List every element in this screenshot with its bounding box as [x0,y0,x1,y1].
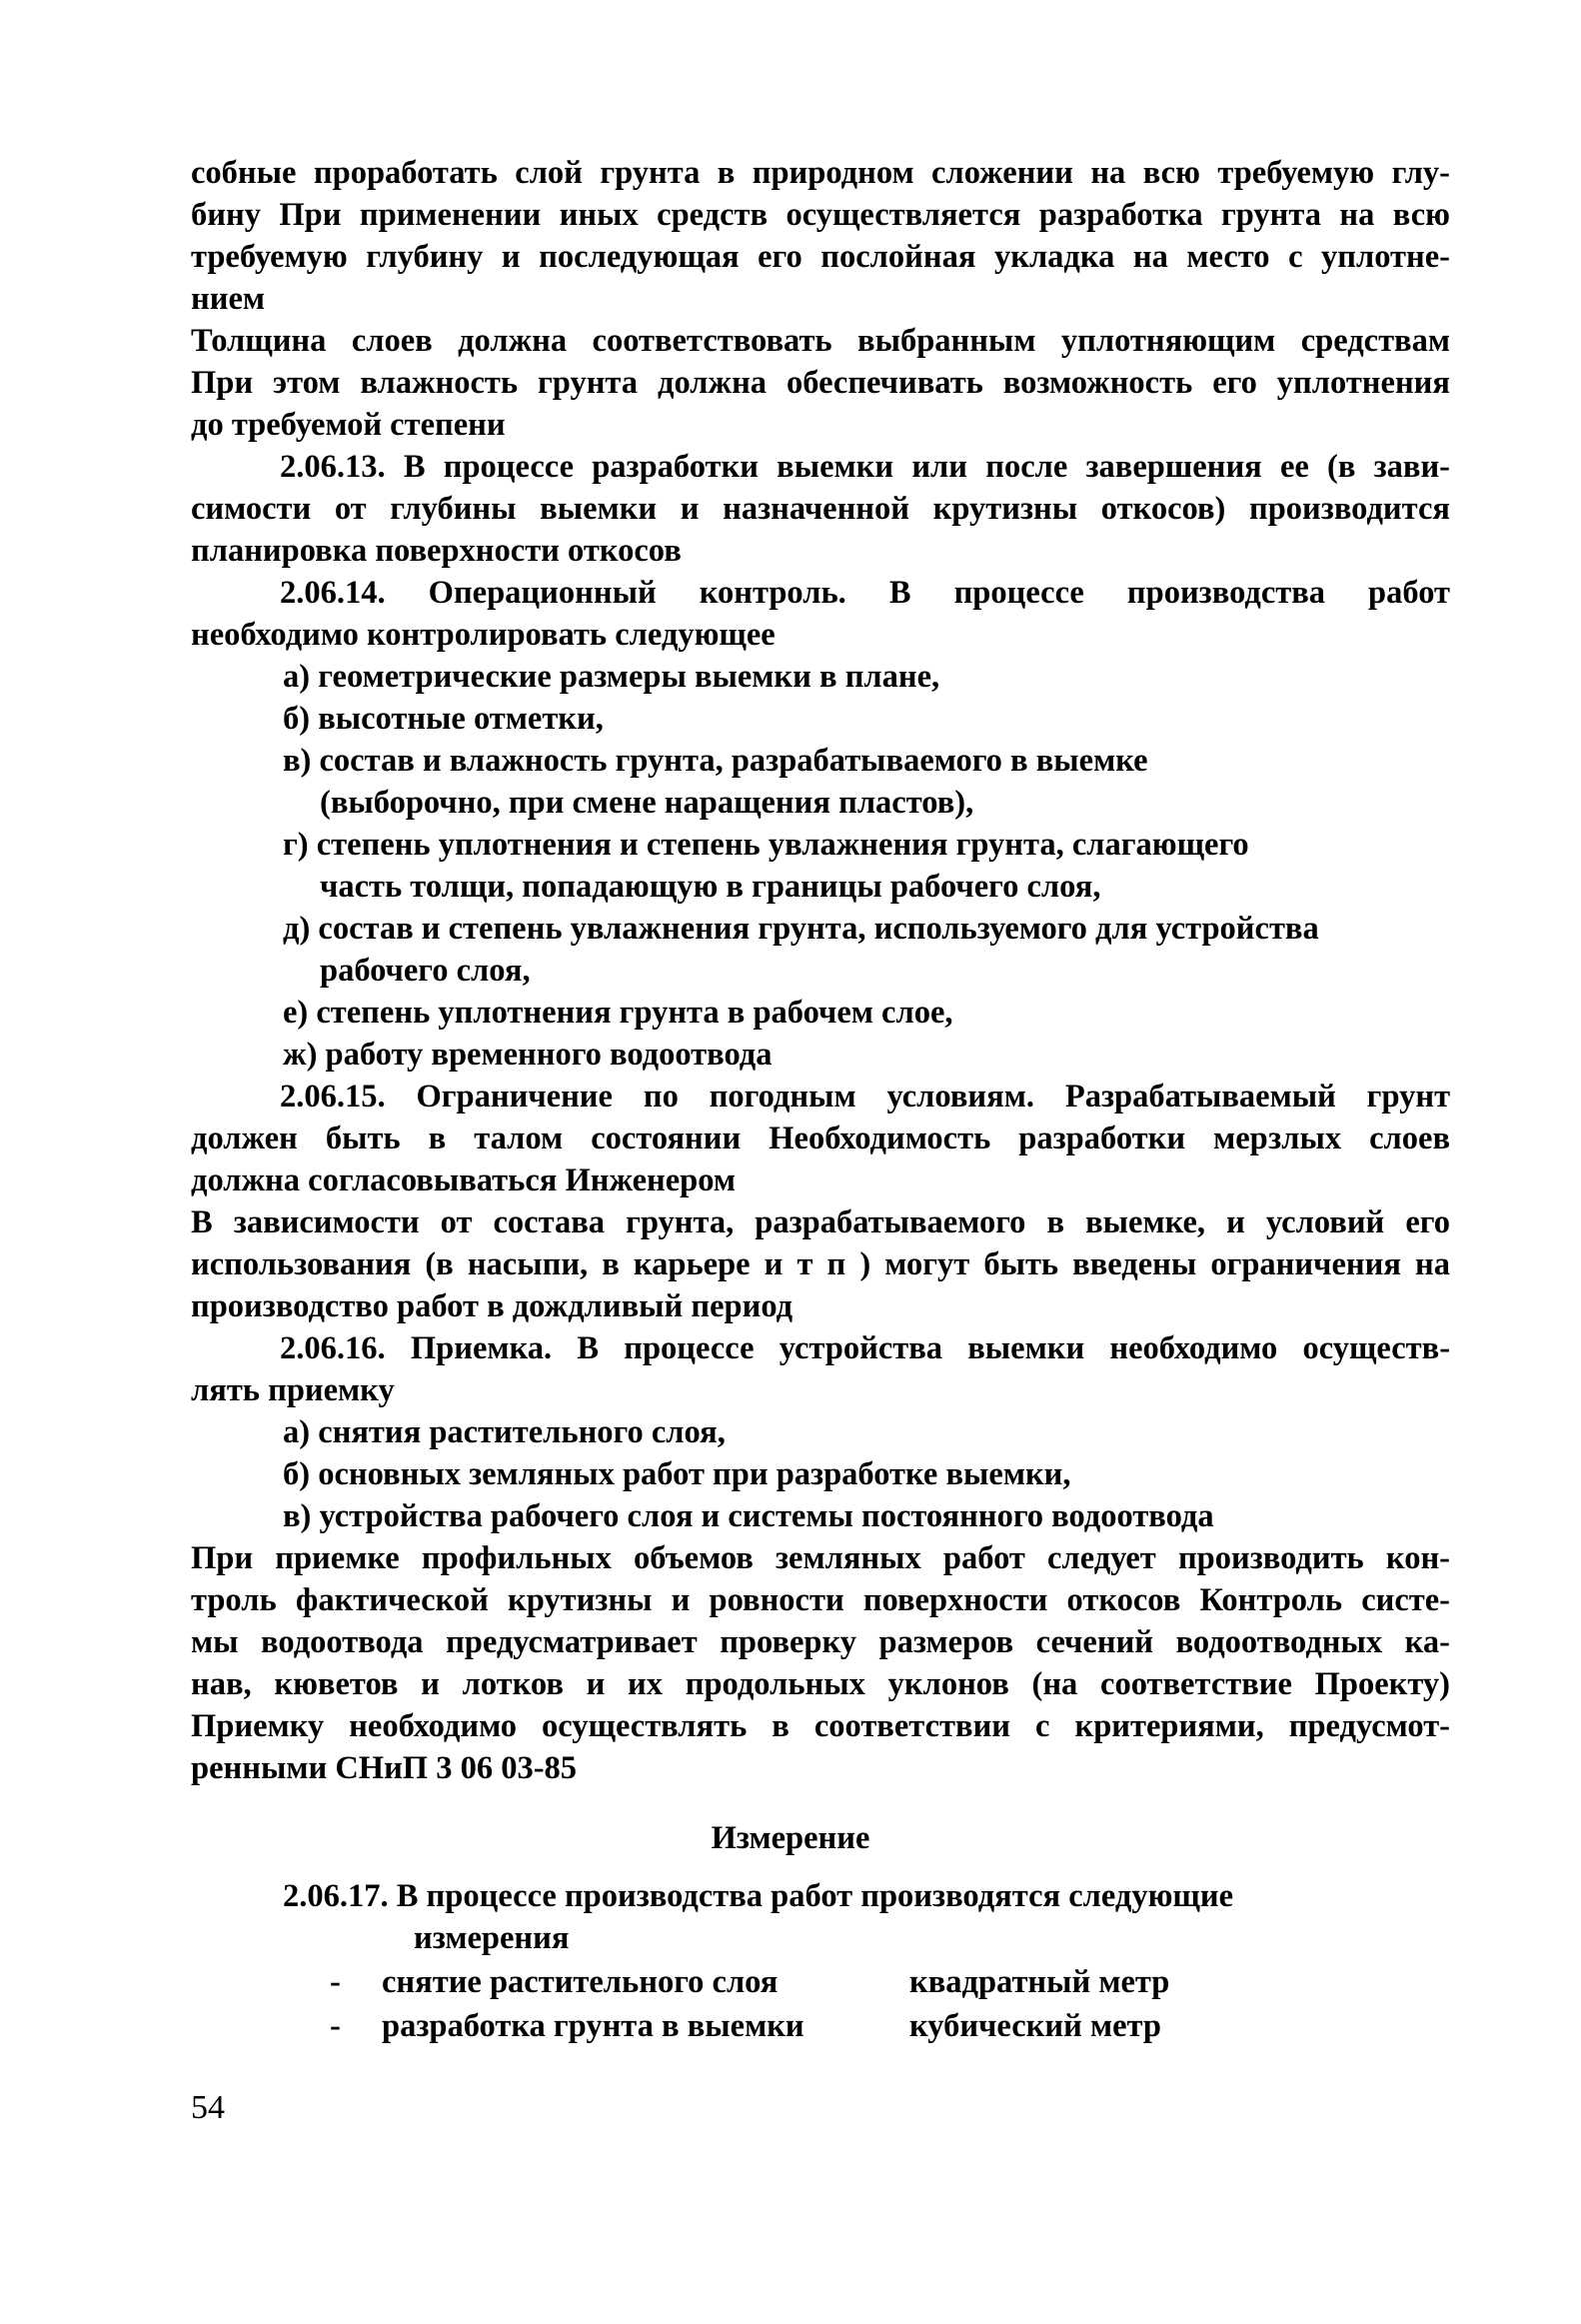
text-line: ренными СНиП 3 06 03-85 [191,1750,578,1786]
measure-label: снятие растительного слоя [382,1964,779,2000]
list-item: г) степень уплотнения и степень увлажнения грунта, слагающего [283,827,1249,863]
section-text: В процессе разработки выемки или после завершения ее (в зави- [403,449,1451,485]
section-text: В процессе производства работ производятся следующие [396,1878,1234,1914]
list-item: а) снятия растительного слоя, [283,1414,726,1450]
text-line: В зависимости от состава грунта, разрабатываемого в выемке, и условий его [191,1204,1450,1240]
list-item-continuation: (выборочно, при смене наращения пластов), [320,785,974,821]
text-line: измерения [414,1920,570,1956]
section-2-06-15-line [280,1076,1450,1118]
section-number: 2.06.13. [280,449,386,485]
measure-label: разработка грунта в выемки [382,2008,804,2044]
text-line: планировка поверхности откосов [191,533,682,569]
page-number: 54 [191,2089,225,2126]
text-line: необходимо контролировать следующее [191,617,776,653]
section-number: 2.06.15. [280,1079,386,1115]
section-title: Операционный контроль. [428,575,846,611]
text-line: производство работ в дождливый период [191,1288,793,1324]
text-line: При приемке профильных объемов земляных работ следует производить кон- [191,1540,1450,1576]
section-number: 2.06.17. [283,1878,389,1914]
list-item: в) устройства рабочего слоя и системы постоянного водоотвода [283,1498,1214,1534]
text-line: требуемую глубину и последующая его послойная укладка на место с уплотне- [191,239,1450,275]
list-item: в) состав и влажность грунта, разрабатываемого в выемке [283,743,1148,779]
text-line: Толщина слоев должна соответствовать выбранным уплотняющим средствам [191,323,1450,359]
list-item: е) степень уплотнения грунта в рабочем слое, [283,995,953,1031]
section-2-06-14-line [280,572,1450,614]
text-line: нав, кюветов и лотков и их продольных уклонов (на соответствие Проекту) [191,1666,1450,1702]
measure-dash: - [330,1964,341,2000]
text-line: бину При применении иных средств осуществляется разработка грунта на всю [191,197,1450,233]
list-item: а) геометрические размеры выемки в плане, [283,659,940,695]
list-item: б) высотные отметки, [283,701,604,737]
text-line: должен быть в талом состоянии Необходимость разработки мерзлых слоев [191,1121,1450,1157]
section-number: 2.06.16. [280,1330,386,1366]
text-line: должна согласовываться Инженером [191,1162,737,1198]
section-text: В процессе производства работ [888,575,1450,611]
section-number: 2.06.14. [280,575,386,611]
section-text: В процессе устройства выемки необходимо осуществ- [577,1330,1451,1366]
list-item: д) состав и степень увлажнения грунта, используемого для устройства [283,911,1319,947]
text-line: использования (в насыпи, в карьере и т п ) могут быть введены ограничения на [191,1246,1450,1282]
text-line: мы водоотвода предусматривает проверку размеров сечений водоотводных ка- [191,1624,1450,1660]
section-title: Приемка. [410,1330,553,1366]
text-line: При этом влажность грунта должна обеспечивать возможность его уплотнения [191,365,1450,401]
section-2-06-16-line [280,1327,1450,1369]
text-line: симости от глубины выемки и назначенной крутизны откосов) производится [191,491,1450,527]
section-2-06-13-line [280,446,1450,488]
text-line: троль фактической крутизны и ровности поверхности откосов Контроль систе- [191,1582,1450,1618]
section-2-06-17-line [283,1875,1233,1917]
section-heading: Измерение [711,1820,870,1856]
text-line: собные проработать слой грунта в природном сложении на всю требуемую глу- [191,155,1450,191]
text-line: лять приемку [191,1372,395,1408]
list-item-continuation: часть толщи, попадающую в границы рабочего слоя, [320,869,1101,905]
measure-unit: кубический метр [909,2008,1161,2044]
text-line: нием [191,281,266,317]
text-line: Приемку необходимо осуществлять в соответствии с критериями, предусмот- [191,1708,1450,1744]
section-text: Разрабатываемый грунт [1064,1079,1451,1115]
section-title: Ограничение по погодным условиям. [416,1079,1034,1115]
list-item-continuation: рабочего слоя, [320,953,531,989]
list-item: ж) работу временного водоотвода [283,1037,773,1073]
text-line: до требуемой степени [191,407,506,443]
measure-dash: - [330,2008,341,2044]
list-item: б) основных земляных работ при разработке выемки, [283,1456,1071,1492]
measure-unit: квадратный метр [909,1964,1170,2000]
